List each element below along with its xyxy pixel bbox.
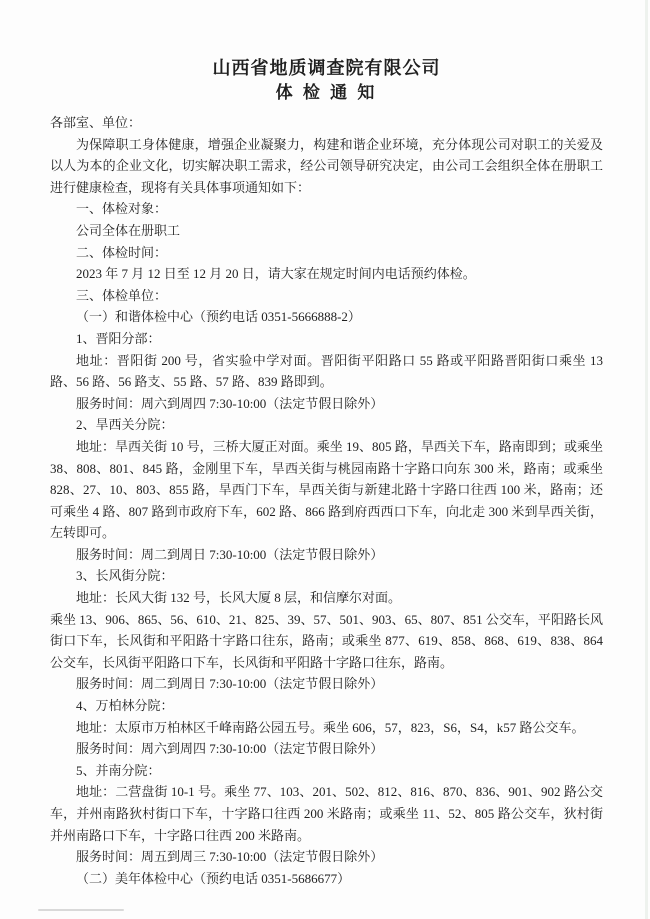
branch-1-address: 地址：晋阳街 200 号，省实验中学对面。晋阳街平阳路口 55 路或平阳路晋阳街口乘坐 13 路、56 路、56 路支、55 路、57 路、839 路即到。: [50, 352, 603, 390]
scan-edge-shadow: [645, 0, 648, 919]
branch-2-address: 地址：旱西关街 10 号，三桥大厦正对面。乘坐 19、805 路，旱西关下车，路南即到；或乘坐 38、808、801、845 路，金刚里下车，旱西关街与桃园南路十字路口向东 300 米，路南；或乘坐 828、27、10、803、855 路，旱西门下车，旱西关街与新建北路十字路口往西 100 米，路南；还可乘坐 4 路、807 路到市政府下车，602 路、866 路到府西西口下车，向北走 300 米到旱西关街，左转即可。: [50, 438, 603, 541]
branch-3-bus-routes: 乘坐 13、906、865、56、610、21、825、39、57、501、903、65、807、851 公交车，平阳路长风街口下车，长风街和平阳路十字路口往东，路南；或乘坐 877、619、858、868、619、838、864 公交车，长风街平阳路口下车，长风街和平阳路十字路口往东，路南。: [50, 611, 603, 670]
branch-4-heading: 4、万柏林分院：: [76, 698, 174, 714]
branch-5-hours: 服务时间：周五到周三 7:30-10:00（法定节假日除外）: [76, 849, 384, 865]
heading-checkup-target: 一、体检对象：: [76, 201, 168, 217]
branch-5-heading: 5、并南分院：: [76, 762, 161, 778]
branch-2-hours: 服务时间：周二到周日 7:30-10:00（法定节假日除外）: [76, 546, 384, 562]
center-1-heading: （一）和谐体检中心（预约电话 0351-5666888-2）: [76, 309, 361, 325]
scan-artifact-line: [38, 909, 124, 911]
salutation: 各部室、单位：: [50, 115, 142, 130]
branch-4-hours: 服务时间：周六到周四 7:30-10:00（法定节假日除外）: [76, 741, 384, 757]
branch-5-address: 地址：二营盘街 10-1 号。乘坐 77、103、201、502、812、816、870、836、901、902 路公交车，并州南路狄村街口下车，十字路口往西 200 米路南；或乘坐 11、52、805 路公交车，狄村街并州南路口下车，十字路口往西 200 米路南。: [50, 784, 603, 843]
branch-2-heading: 2、旱西关分院：: [76, 417, 174, 433]
company-title: 山西省地质调查院有限公司: [212, 58, 441, 78]
branch-3-hours: 服务时间：周二到周日 7:30-10:00（法定节假日除外）: [76, 676, 384, 692]
heading-checkup-time: 二、体检时间：: [76, 244, 168, 260]
center-2-heading: （二）美年体检中心（预约电话 0351-5686677）: [76, 870, 351, 886]
notice-title: 体 检 通 知: [275, 83, 378, 102]
intro-paragraph: 为保障职工身体健康，增强企业凝聚力，构建和谐企业环境，充分体现公司对职工的关爱及以人为本的企业文化，切实解决职工需求，经公司领导研究决定，由公司工会组织全体在册职工进行健康检查，现将有关具体事项通知如下：: [50, 136, 603, 195]
heading-checkup-units: 三、体检单位：: [76, 287, 168, 303]
branch-3-address: 地址：长风大街 132 号，长风大厦 8 层，和信摩尔对面。: [76, 590, 402, 606]
branch-1-hours: 服务时间：周六到周四 7:30-10:00（法定节假日除外）: [76, 395, 384, 411]
branch-4-address: 地址：太原市万柏林区千峰南路公园五号。乘坐 606，57，823，S6，S4，k57 路公交车。: [76, 719, 585, 735]
checkup-time-value: 2023 年 7 月 12 日至 12 月 20 日，请大家在规定时间内电话预约体检。: [76, 266, 476, 282]
branch-3-heading: 3、长风街分院：: [76, 568, 174, 584]
notice-body: [50, 112, 603, 889]
branch-1-heading: 1、晋阳分部：: [76, 330, 161, 346]
checkup-target-value: 公司全体在册职工: [76, 222, 181, 238]
